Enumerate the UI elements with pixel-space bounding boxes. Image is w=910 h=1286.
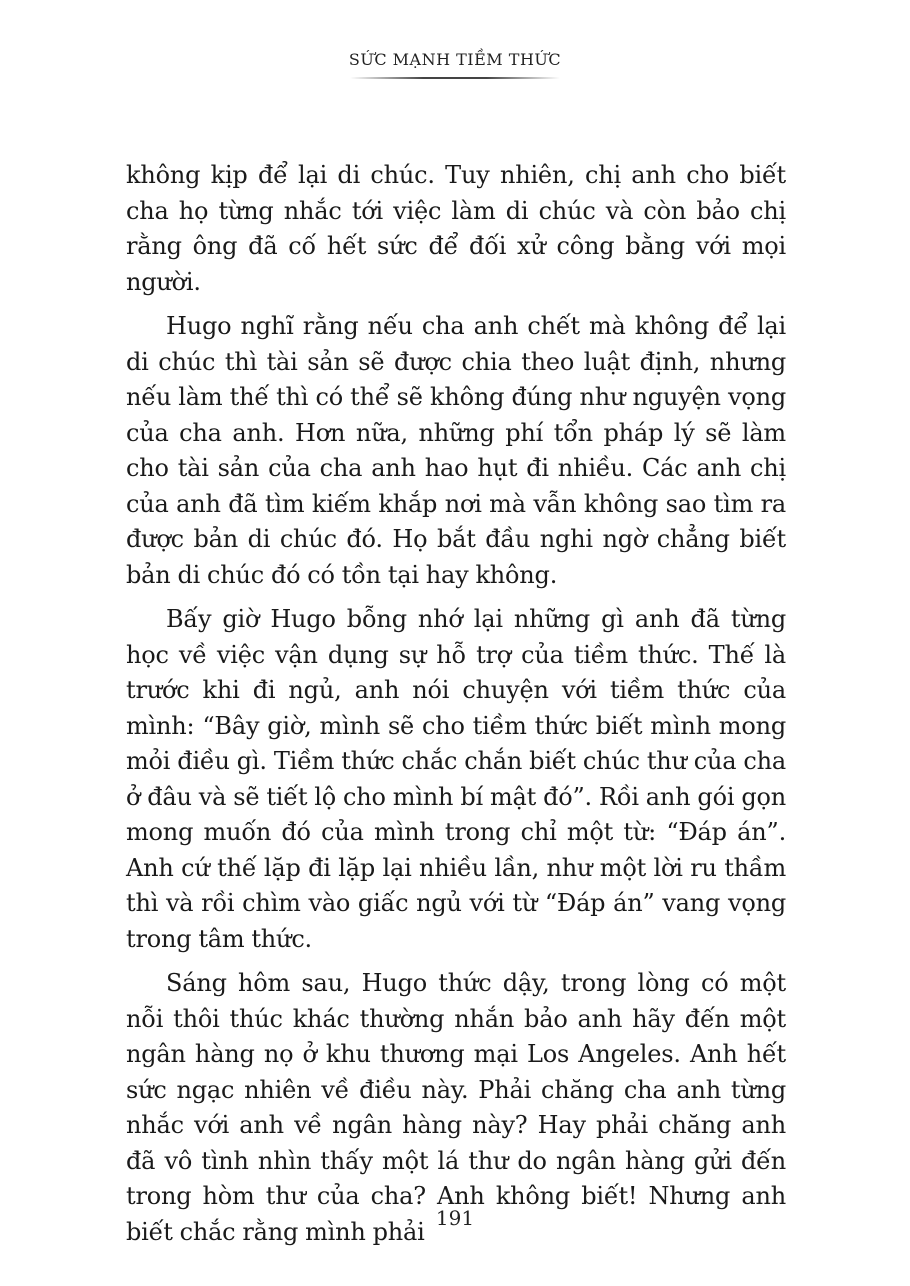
- paragraph-3: Bấy giờ Hugo bỗng nhớ lại những gì anh đã từng học về việc vận dụng sự hỗ trợ của tiềm thức. Thế là trước khi đi ngủ, anh nói chuyện với tiềm thức của mình: “Bây giờ, mình sẽ cho tiềm thức biết mình mong mỏi điều gì. Tiềm thức chắc chắn biết chúc thư của cha ở đâu và sẽ tiết lộ cho mình bí mật đó”. Rồi anh gói gọn mong muốn đó của mình trong chỉ một từ: “Đáp án”. Anh cứ thế lặp đi lặp lại nhiều lần, như một lời ru thầm thì và rồi chìm vào giấc ngủ với từ “Đáp án” vang vọng trong tâm thức.: [126, 605, 786, 953]
- paragraph-4: Sáng hôm sau, Hugo thức dậy, trong lòng có một nỗi thôi thúc khác thường nhắn bảo anh hãy đến một ngân hàng nọ ở khu thương mại Los Angeles. Anh hết sức ngạc nhiên về điều này. Phải chăng cha anh từng nhắc với anh về ngân hàng này? Hay phải chăng anh đã vô tình nhìn thấy một lá thư do ngân hàng gửi đến trong hòm thư của cha? Anh không biết! Nhưng anh biết chắc rằng mình phải: [126, 969, 786, 1246]
- running-header-title: SỨC MẠNH TIỀM THỨC: [348, 50, 562, 69]
- paragraph-1: không kịp để lại di chúc. Tuy nhiên, chị anh cho biết cha họ từng nhắc tới việc làm di chúc và còn bảo chị rằng ông đã cố hết sức để đối xử công bằng với mọi người.: [126, 161, 786, 296]
- page-number: 191: [435, 1206, 475, 1230]
- running-header: [0, 50, 910, 79]
- paragraph-2: Hugo nghĩ rằng nếu cha anh chết mà không để lại di chúc thì tài sản sẽ được chia theo luật định, nhưng nếu làm thế thì có thể sẽ không đúng như nguyện vọng của cha anh. Hơn nữa, những phí tổn pháp lý sẽ làm cho tài sản của cha anh hao hụt đi nhiều. Các anh chị của anh đã tìm kiếm khắp nơi mà vẫn không sao tìm ra được bản di chúc đó. Họ bắt đầu nghi ngờ chẳng biết bản di chúc đó có tồn tại hay không.: [126, 312, 786, 589]
- header-rule: [350, 77, 560, 79]
- body-text: [126, 158, 786, 1259]
